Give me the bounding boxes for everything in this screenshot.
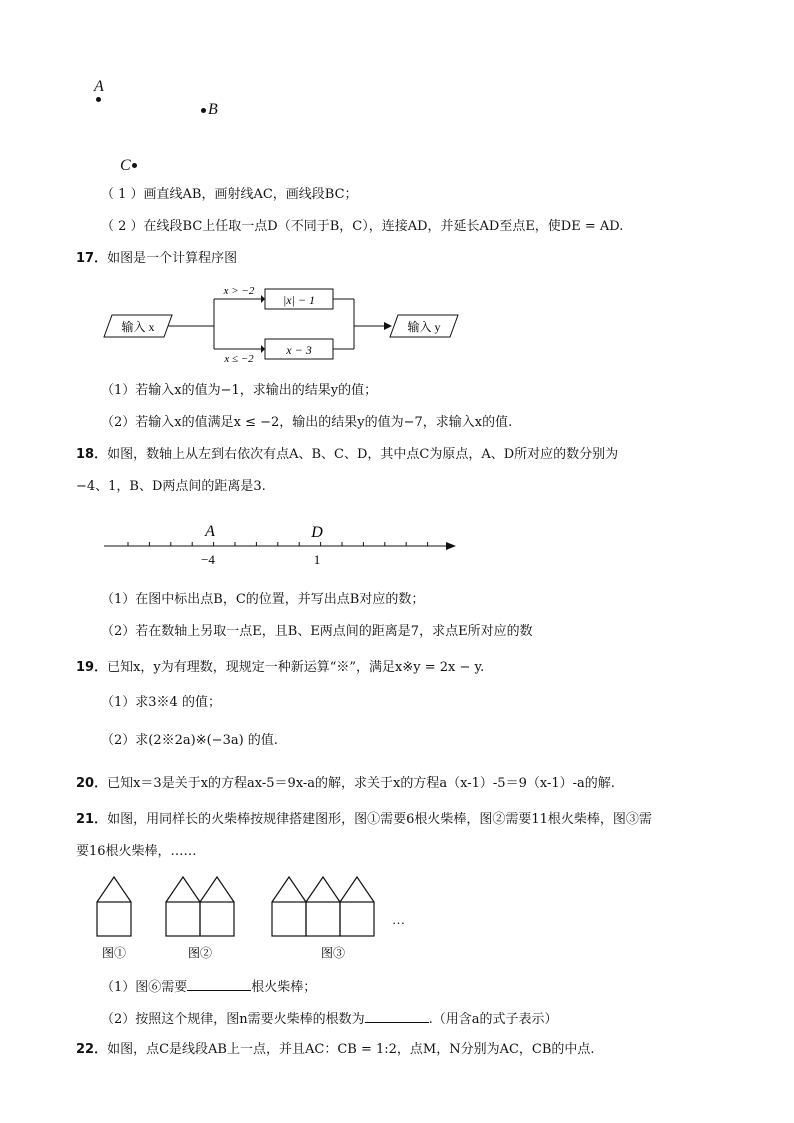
q17-part-1: （1）若输入x的值为−1，求输出的结果y的值； [101, 383, 378, 398]
q20-stem: 已知x＝3是关于x的方程ax-5＝9x-a的解，求关于x的方程a（x-1）-5＝9（x-1）-a的解. [107, 776, 615, 791]
point-c-label: C [120, 157, 131, 174]
q21-p1-blank[interactable] [187, 977, 251, 991]
q19-part-1: （1）求3※4 的值； [101, 695, 221, 710]
flow-cond-top: x > −2 [223, 285, 255, 297]
q21-number: 21． [76, 812, 108, 827]
q19-stem: 已知x，y为有理数，现规定一种新运算“※”，满足x※y = 2x − y. [107, 660, 485, 675]
axis-value-a: −4 [201, 552, 215, 567]
q20-heading [76, 775, 615, 793]
q18-stem-1: 如图，数轴上从左到右依次有点A、B、C、D，其中点C为原点，A、D所对应的数分别为 [107, 447, 619, 462]
flow-output-label: 输入 y [407, 320, 441, 334]
q17-number: 17． [76, 251, 108, 266]
q21-p2-blank[interactable] [365, 1009, 429, 1023]
point-a-dot [96, 97, 101, 102]
q21-p2-post: .（用含a的式子表示） [428, 1012, 558, 1027]
point-b-dot [201, 108, 206, 113]
q17-stem: 如图是一个计算程序图 [107, 251, 238, 266]
axis-label-d: D [311, 524, 323, 541]
q18-number: 18． [76, 447, 108, 462]
q21-stem-2: 要16根火柴棒，…… [76, 844, 197, 859]
flow-op-top: |x| − 1 [282, 293, 316, 307]
flow-cond-bottom: x ≤ −2 [224, 353, 254, 364]
fig-label-1: 图① [101, 946, 127, 960]
figures-ellipsis: … [392, 912, 405, 927]
q17-heading [76, 250, 237, 268]
q18-heading [76, 446, 618, 464]
q22-heading [76, 1041, 595, 1059]
q21-part-1 [101, 977, 316, 997]
q19-number: 19． [76, 660, 108, 675]
q17-flowchart [100, 282, 470, 364]
axis-value-d: 1 [313, 552, 321, 567]
q22-number: 22． [76, 1042, 108, 1057]
q20-number: 20． [76, 776, 108, 791]
point-c-dot [132, 163, 137, 168]
fig-label-2: 图② [187, 946, 213, 960]
point-a-label: A [94, 78, 104, 95]
q19-part-2: （2）求(2※2a)※(−3a) 的值. [101, 733, 278, 748]
q16-part-2: （ 2 ）在线段BC上任取一点D（不同于B，C），连接AD，并延长AD至点E，使DE = AD. [101, 219, 624, 234]
q18-part-1: （1）在图中标出点B，C的位置，并写出点B对应的数； [101, 592, 425, 607]
q21-stem-1: 如图，用同样长的火柴棒按规律搭建图形，图①需要6根火柴棒，图②需要11根火柴棒，图③需 [107, 812, 652, 827]
q19-heading [76, 659, 484, 677]
axis-label-a: A [205, 523, 215, 540]
flow-op-bottom: x − 3 [286, 343, 312, 357]
point-b-label: B [208, 101, 218, 118]
fig-label-3: 图③ [320, 946, 346, 960]
q22-stem: 如图，点C是线段AB上一点，并且AC：CB = 1:2，点M，N分别为AC，CB的中点. [107, 1042, 595, 1057]
number-line [100, 520, 465, 572]
q17-part-2: （2）若输入x的值满足x ≤ −2，输出的结果y的值为−7，求输入x的值. [101, 415, 513, 430]
q21-heading [76, 811, 652, 829]
flow-input-label: 输入 x [121, 320, 155, 334]
q21-p1-post: 根火柴棒； [251, 980, 317, 995]
matchstick-figures [90, 872, 420, 964]
q21-part-2 [101, 1009, 558, 1029]
q18-stem-2: −4、1，B、D两点间的距离是3. [76, 479, 266, 494]
q16-part-1: （ 1 ）画直线AB，画射线AC，画线段BC； [101, 187, 358, 202]
q18-part-2: （2）若在数轴上另取一点E，且B、E两点间的距离是7，求点E所对应的数 [101, 624, 533, 639]
q21-p1-pre: （1）图⑥需要 [101, 980, 188, 995]
q21-p2-pre: （2）按照这个规律，图n需要火柴棒的根数为 [101, 1012, 365, 1027]
